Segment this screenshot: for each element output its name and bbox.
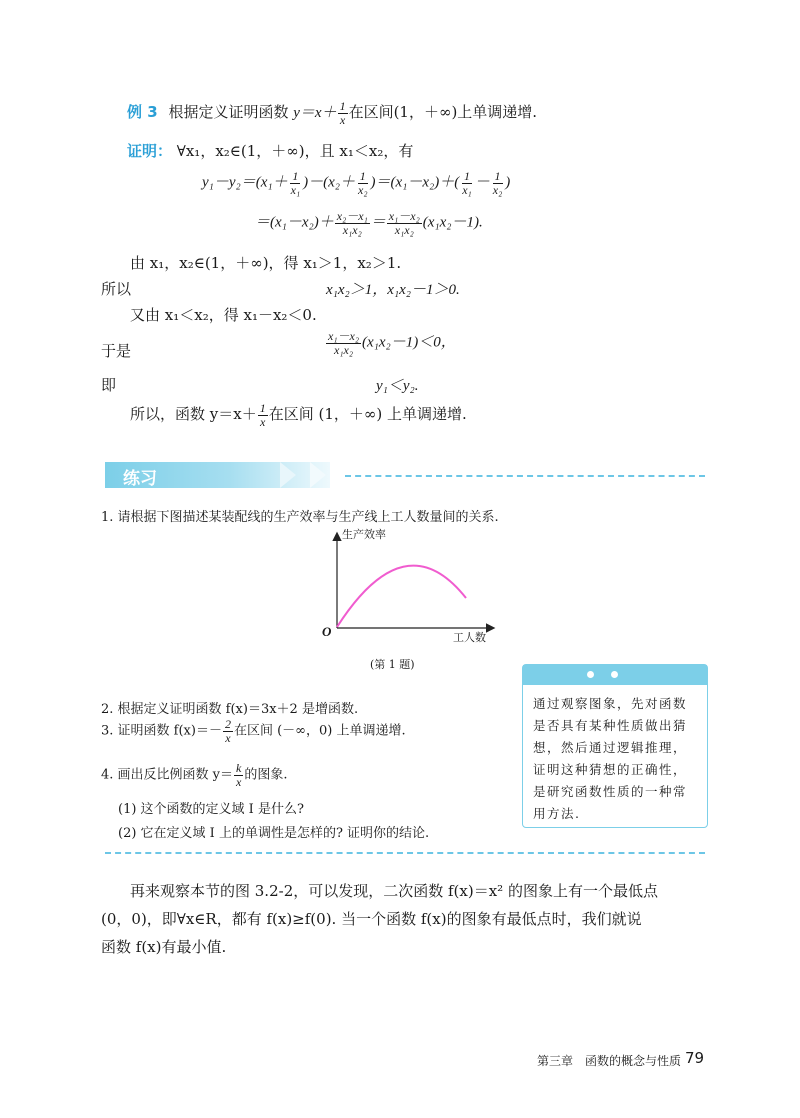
conclusion-part-a: 所以，函数 y＝x＋ [130, 405, 257, 424]
practice-title: 练习 [123, 469, 157, 489]
proof-line4: x₁x₂＞1，x₁x₂－1＞0. [326, 282, 460, 298]
section-end-dashed-line [105, 852, 705, 854]
eq1-part-e: ) [505, 174, 511, 191]
proof-line7-label: 即 [101, 376, 117, 394]
proof-line6-label: 于是 [101, 342, 132, 360]
line6-rest: (x₁x₂－1)＜0， [362, 334, 456, 351]
frac-2-num: 1 [359, 169, 366, 183]
chart-ylabel: 生产效率 [342, 528, 386, 541]
eq1-part-c: )＝(x₁－x₂)＋( [370, 174, 460, 191]
frac-1-num: 1 [292, 169, 299, 183]
example-heading [127, 100, 537, 126]
frac-3-num: 1 [463, 169, 470, 183]
frac-6-den: x₁x₂ [394, 222, 414, 237]
example-function: y＝x＋ [293, 105, 337, 122]
side-note-text: 通过观察图象，先对函数是否具有某种性质做出猜想，然后通过逻辑推理，证明这种猜想的正确性，是研究函数性质的一种常用方法. [533, 696, 688, 821]
proof-line3: 由 x₁，x₂∈(1，＋∞)，得 x₁＞1，x₂＞1. [130, 254, 402, 272]
proof-line7: y₁＜y₂. [376, 378, 419, 394]
eq2-part-a: ＝(x₁－x₂)＋ [255, 214, 334, 231]
proof-label: 证明： [127, 142, 173, 160]
chevron-decoration-icon [280, 462, 296, 488]
example-statement: 根据定义证明函数 [168, 103, 294, 122]
q4-part-a: 4. 画出反比例函数 y＝ [101, 767, 234, 783]
body-paragraph-line1: 再来观察本节的图 3.2-2，可以发现，二次函数 f(x)＝x² 的图象上有一个最低点 [130, 882, 658, 900]
banner-dashed-line [345, 475, 705, 477]
eq1-part-a: y₁－y₂＝(x₁＋ [202, 174, 288, 191]
body-paragraph-line3: 函数 f(x)有最小值. [101, 938, 227, 956]
chart-xlabel: 工人数 [453, 631, 486, 644]
side-note-header [523, 665, 707, 685]
proof-line6 [325, 330, 456, 356]
proof-equation2 [255, 210, 483, 236]
q3-frac-den: x [225, 730, 231, 745]
side-note-box [522, 664, 708, 828]
frac-6-num: x₁－x₂ [388, 209, 420, 223]
example-interval: 在区间(1，＋∞)上单调递增. [348, 103, 538, 122]
chart-origin: O [322, 624, 332, 639]
q4-part-b: 的图象. [244, 767, 288, 783]
proof-conclusion [130, 402, 467, 428]
q4-frac-num: k [236, 761, 242, 775]
dot-icon [611, 671, 618, 678]
frac-3-den: x₁ [462, 182, 472, 197]
chevron-decoration-icon [310, 462, 326, 488]
eq1-part-d: － [474, 174, 490, 191]
footer-chapter: 第三章 函数的概念与性质 [537, 1054, 682, 1068]
question-3 [101, 718, 406, 744]
eq2-part-b: ＝ [370, 214, 386, 231]
efficiency-curve [337, 566, 466, 627]
proof-line4-label: 所以 [101, 280, 132, 298]
q3-part-b: 在区间 (－∞，0) 上单调递增. [233, 723, 406, 739]
frac-5-num: x₂－x₁ [336, 209, 368, 223]
example-label: 例 3 [127, 103, 158, 122]
proof-assumption: ∀x₁，x₂∈(1，＋∞)，且 x₁＜x₂，有 [176, 142, 414, 160]
dot-icon [587, 671, 594, 678]
question-1: 1. 请根据下图描述某装配线的生产效率与生产线上工人数量间的关系. [101, 510, 499, 525]
eq1-part-b: )－(x₂＋ [303, 174, 355, 191]
q4-frac-den: x [236, 774, 242, 789]
frac-numerator: 1 [339, 99, 346, 113]
chart-caption: (第 1 题) [370, 658, 415, 671]
frac-4-den: x₂ [492, 182, 503, 197]
frac-1-den: x₁ [290, 182, 301, 197]
proof-equation1 [202, 170, 510, 196]
frac-4-num: 1 [494, 169, 501, 183]
frac-2-den: x₂ [358, 182, 368, 197]
question-4-sub1: (1) 这个函数的定义域 I 是什么? [118, 802, 304, 817]
proof-line5: 又由 x₁＜x₂，得 x₁－x₂＜0. [130, 306, 317, 324]
frac-8-num: 1 [259, 401, 266, 415]
proof-line1 [127, 140, 413, 161]
page-number: 79 [685, 1049, 705, 1067]
body-paragraph-line2: (0，0)，即∀x∈R，都有 f(x)≥f(0). 当一个函数 f(x)的图象有最低点时，我们就说 [101, 910, 642, 928]
practice-banner [105, 462, 330, 488]
frac-7-den: x₁x₂ [334, 342, 353, 357]
frac-8-den-x: x [260, 414, 266, 429]
question-4-sub2: (2) 它在定义域 I 上的单调性是怎样的? 证明你的结论. [118, 826, 430, 841]
conclusion-part-b: 在区间 (1，＋∞) 上单调递增. [268, 405, 467, 424]
q3-frac-num: 2 [224, 717, 231, 731]
eq2-part-c: (x₁x₂－1). [422, 214, 483, 231]
question-4 [101, 762, 287, 788]
question-2: 2. 根据定义证明函数 f(x)＝3x＋2 是增函数. [101, 702, 359, 717]
frac-5-den: x₁x₂ [342, 222, 362, 237]
frac-7-num: x₁－x₂ [328, 329, 359, 343]
frac-denominator: x [339, 112, 346, 127]
q3-part-a: 3. 证明函数 f(x)＝－ [101, 723, 222, 739]
